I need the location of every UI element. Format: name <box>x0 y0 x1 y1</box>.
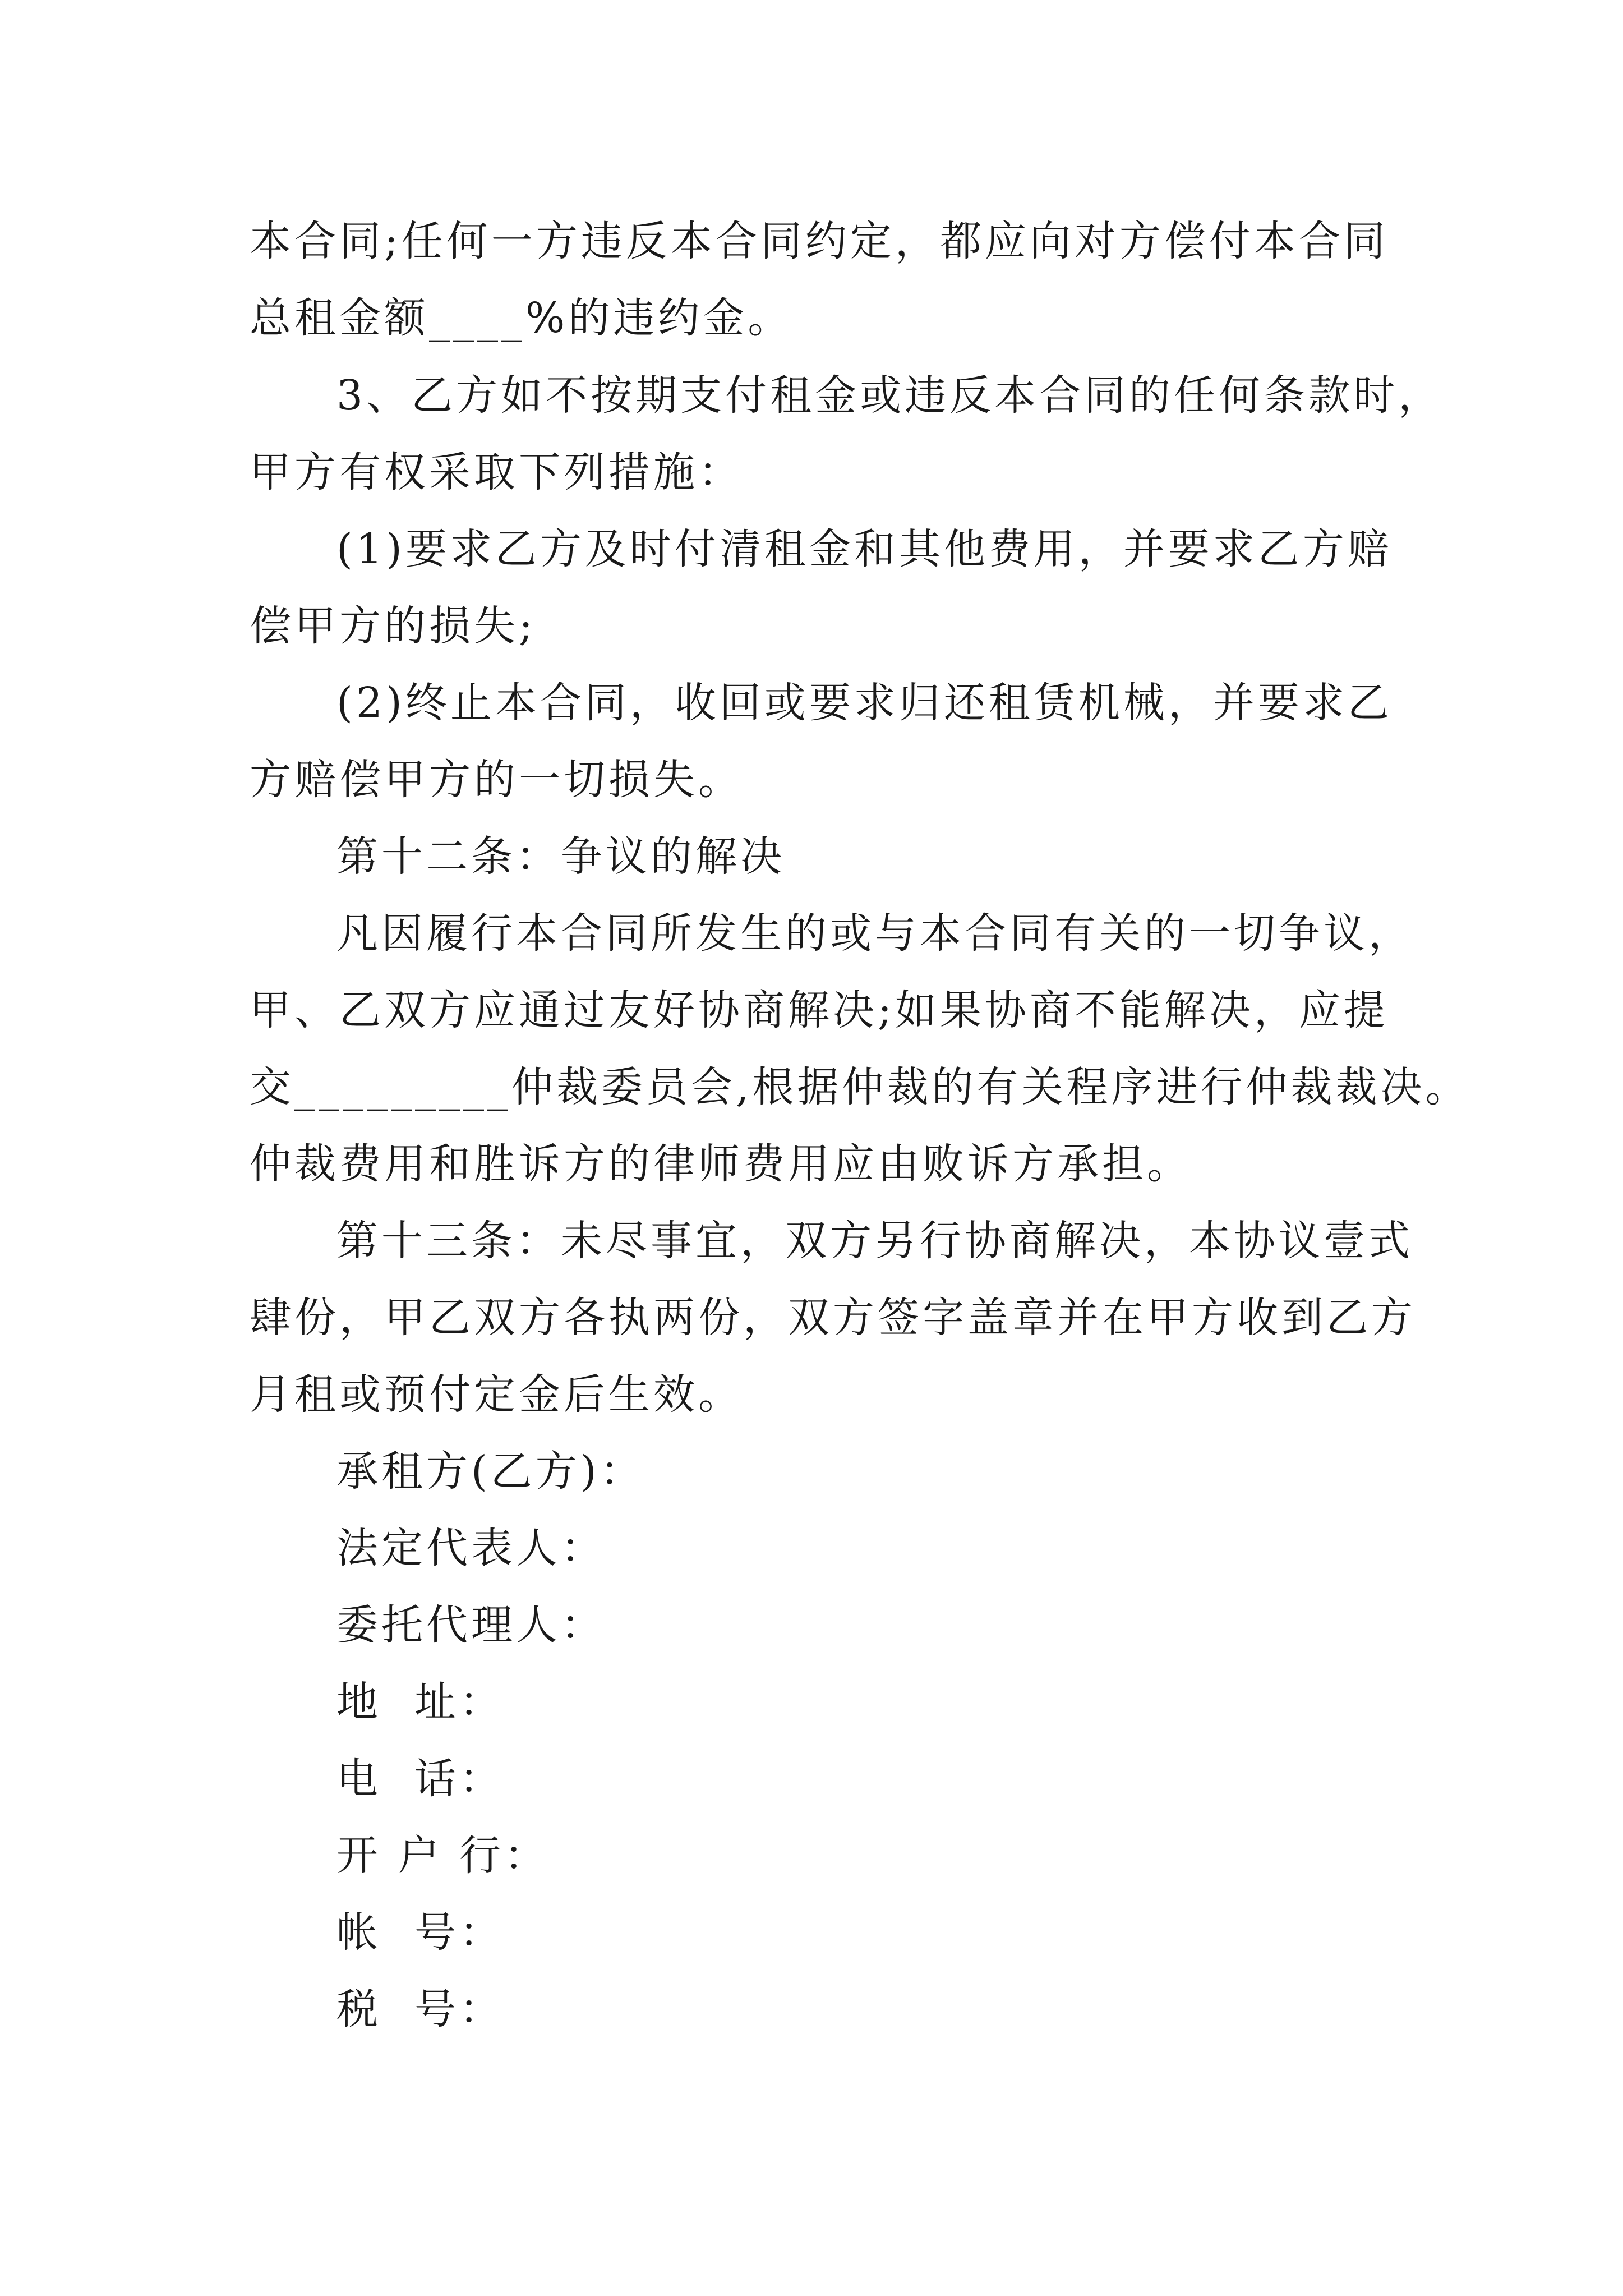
text-line: 本合同;任何一方违反本合同约定，都应向对方偿付本合同 <box>250 217 1389 265</box>
signature-field-account: 帐 号： <box>336 1908 505 1957</box>
text-line: 仲裁费用和胜诉方的律师费用应由败诉方承担。 <box>250 1140 1192 1188</box>
signature-field-phone: 电 话： <box>336 1755 505 1803</box>
text-line: 肆份，甲乙双方各执两份，双方签字盖章并在甲方收到乙方 <box>250 1294 1416 1342</box>
signature-field-bank: 开 户 行： <box>336 1832 550 1880</box>
signature-field-agent: 委托代理人： <box>336 1601 606 1649</box>
text-line: 交_________仲裁委员会,根据仲裁的有关程序进行仲裁裁决。 <box>250 1063 1470 1111</box>
text-line: 方赔偿甲方的一切损失。 <box>250 756 743 804</box>
text-line: (2)终止本合同，收回或要求归还租赁机械，并要求乙 <box>336 679 1393 727</box>
signature-field-legal-rep: 法定代表人： <box>336 1524 606 1572</box>
text-line: (1)要求乙方及时付清租金和其他费用，并要求乙方赔 <box>336 525 1393 573</box>
text-line: 第十三条：未尽事宜，双方另行协商解决，本协议壹式 <box>336 1217 1413 1265</box>
text-line: 月租或预付定金后生效。 <box>250 1370 743 1419</box>
text-line: 凡因履行本合同所发生的或与本合同有关的一切争议， <box>336 909 1413 958</box>
section-heading: 第十二条：争议的解决 <box>336 832 785 881</box>
signature-field-tax-id: 税 号： <box>336 1985 505 2033</box>
text-line: 甲方有权采取下列措施： <box>250 448 743 496</box>
text-line: 甲、乙双方应通过友好协商解决;如果协商不能解决，应提 <box>250 986 1389 1034</box>
signature-field-lessee: 承租方(乙方)： <box>336 1447 645 1496</box>
text-line: 偿甲方的损失; <box>250 602 536 650</box>
text-line: 总租金额____%的违约金。 <box>250 294 793 342</box>
signature-field-address: 地 址： <box>336 1678 505 1726</box>
text-line: 3、乙方如不按期支付租金或违反本合同的任何条款时， <box>336 371 1444 420</box>
